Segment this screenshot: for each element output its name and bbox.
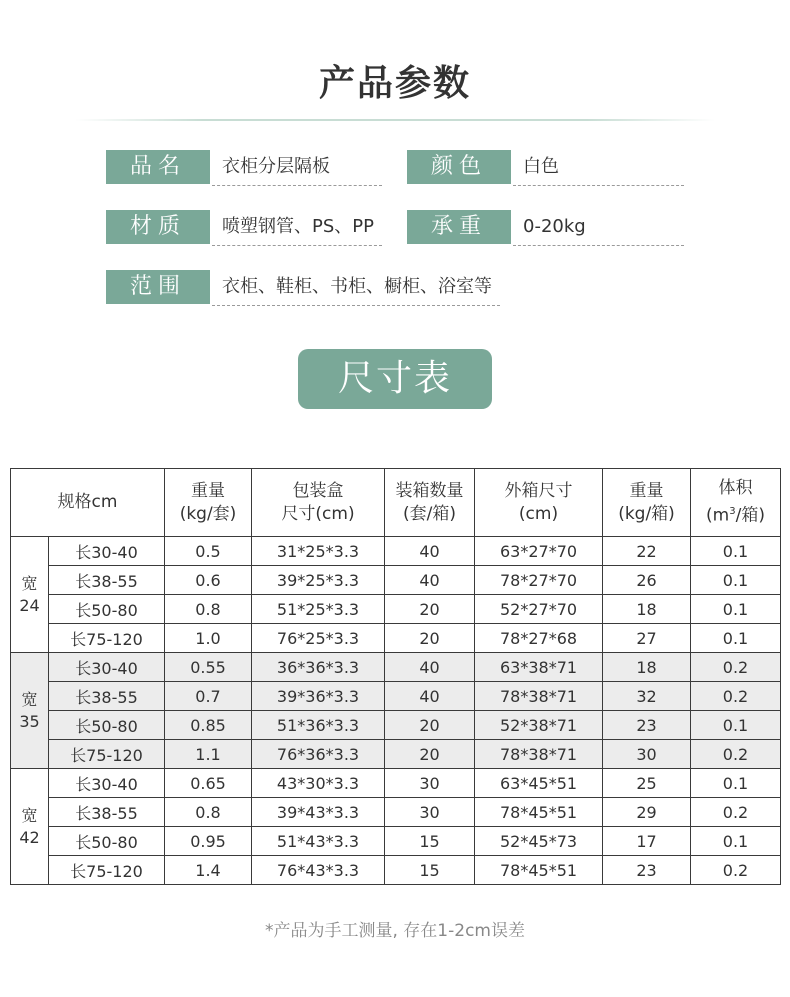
cell-length: 长38-55 xyxy=(49,682,165,711)
cell-length: 长50-80 xyxy=(49,595,165,624)
cell-weight: 0.5 xyxy=(165,537,252,566)
dotted-underline xyxy=(212,305,500,306)
cell-quantity: 40 xyxy=(385,682,475,711)
header-cweight-line1: 重量 xyxy=(629,480,664,501)
cell-outer-size: 63*45*51 xyxy=(475,769,603,798)
table-row xyxy=(11,566,781,595)
param-value: 衣柜、鞋柜、书柜、橱柜、浴室等 xyxy=(222,276,492,297)
cell-box-size: 39*25*3.3 xyxy=(252,566,385,595)
width-group-label-line2: 24 xyxy=(19,595,40,615)
cell-length: 长30-40 xyxy=(49,653,165,682)
table-row xyxy=(11,595,781,624)
header-box-line2: 尺寸(cm) xyxy=(281,503,355,524)
cell-length: 长75-120 xyxy=(49,856,165,885)
cell-length: 长38-55 xyxy=(49,566,165,595)
param-product-name xyxy=(106,150,382,184)
table-row xyxy=(11,769,781,798)
header-carton-weight xyxy=(603,469,691,537)
table-row xyxy=(11,856,781,885)
cell-volume: 0.1 xyxy=(691,566,781,595)
cell-length: 长30-40 xyxy=(49,537,165,566)
header-weight-line1: 重量 xyxy=(191,480,226,501)
cell-weight: 0.85 xyxy=(165,711,252,740)
header-quantity xyxy=(385,469,475,537)
cell-weight: 0.95 xyxy=(165,827,252,856)
cell-weight: 0.7 xyxy=(165,682,252,711)
cell-box-size: 31*25*3.3 xyxy=(252,537,385,566)
cell-outer-size: 78*27*70 xyxy=(475,566,603,595)
cell-box-size: 39*36*3.3 xyxy=(252,682,385,711)
cell-weight: 1.0 xyxy=(165,624,252,653)
cell-length: 长30-40 xyxy=(49,769,165,798)
cell-quantity: 20 xyxy=(385,711,475,740)
width-group-label xyxy=(11,537,49,653)
param-value: 衣柜分层隔板 xyxy=(222,156,330,177)
cell-carton-weight: 17 xyxy=(603,827,691,856)
header-vol-line2b: /箱) xyxy=(735,505,765,526)
dotted-underline xyxy=(513,245,684,246)
cell-volume: 0.1 xyxy=(691,769,781,798)
cell-volume: 0.1 xyxy=(691,827,781,856)
cell-length: 长38-55 xyxy=(49,798,165,827)
cell-quantity: 20 xyxy=(385,595,475,624)
param-label: 承重 xyxy=(407,210,511,244)
cell-volume: 0.2 xyxy=(691,653,781,682)
width-group-label-line1: 宽 xyxy=(21,805,38,825)
cell-outer-size: 78*45*51 xyxy=(475,856,603,885)
table-header-row xyxy=(11,469,781,537)
cell-carton-weight: 18 xyxy=(603,595,691,624)
header-volume xyxy=(691,469,781,537)
dotted-underline xyxy=(513,185,684,186)
param-value: 喷塑钢管、PS、PP xyxy=(222,216,374,237)
cell-length: 长50-80 xyxy=(49,711,165,740)
width-group-label xyxy=(11,653,49,769)
cell-box-size: 39*43*3.3 xyxy=(252,798,385,827)
header-box-line1: 包装盒 xyxy=(292,480,344,501)
table-row xyxy=(11,711,781,740)
header-weight xyxy=(165,469,252,537)
cell-quantity: 30 xyxy=(385,798,475,827)
header-vol-line2a: (m xyxy=(706,505,730,526)
table-row xyxy=(11,537,781,566)
cell-carton-weight: 22 xyxy=(603,537,691,566)
header-weight-line2: (kg/套) xyxy=(179,503,237,524)
cell-length: 长75-120 xyxy=(49,740,165,769)
cell-outer-size: 78*27*68 xyxy=(475,624,603,653)
size-chart-badge: 尺寸表 xyxy=(298,349,492,409)
width-group-label xyxy=(11,769,49,885)
cell-weight: 0.8 xyxy=(165,595,252,624)
cell-box-size: 43*30*3.3 xyxy=(252,769,385,798)
measurement-note: *产品为手工测量, 存在1-2cm误差 xyxy=(265,921,525,941)
param-label: 品名 xyxy=(106,150,210,184)
cell-outer-size: 78*38*71 xyxy=(475,740,603,769)
width-group-label-line2: 35 xyxy=(19,711,40,731)
size-table xyxy=(10,468,781,885)
cell-box-size: 76*25*3.3 xyxy=(252,624,385,653)
header-qty-line1: 装箱数量 xyxy=(395,480,464,501)
table-row xyxy=(11,827,781,856)
param-label: 材质 xyxy=(106,210,210,244)
cell-box-size: 76*36*3.3 xyxy=(252,740,385,769)
header-spec: 规格cm xyxy=(11,469,165,537)
cell-carton-weight: 23 xyxy=(603,711,691,740)
cell-weight: 0.6 xyxy=(165,566,252,595)
cell-quantity: 40 xyxy=(385,566,475,595)
header-box-size xyxy=(252,469,385,537)
cell-length: 长75-120 xyxy=(49,624,165,653)
cell-box-size: 51*43*3.3 xyxy=(252,827,385,856)
cell-volume: 0.1 xyxy=(691,595,781,624)
cell-weight: 0.65 xyxy=(165,769,252,798)
header-cweight-line2: (kg/箱) xyxy=(618,503,675,524)
table-row xyxy=(11,653,781,682)
param-label: 范围 xyxy=(106,270,210,304)
cell-volume: 0.2 xyxy=(691,798,781,827)
param-material xyxy=(106,210,382,244)
cell-box-size: 36*36*3.3 xyxy=(252,653,385,682)
page-title: 产品参数 xyxy=(318,63,471,104)
cell-outer-size: 52*27*70 xyxy=(475,595,603,624)
cell-volume: 0.2 xyxy=(691,856,781,885)
cell-quantity: 15 xyxy=(385,856,475,885)
cell-volume: 0.1 xyxy=(691,537,781,566)
cell-carton-weight: 27 xyxy=(603,624,691,653)
cell-outer-size: 78*38*71 xyxy=(475,682,603,711)
width-group-label-line1: 宽 xyxy=(21,573,38,593)
cell-quantity: 40 xyxy=(385,653,475,682)
cell-outer-size: 78*45*51 xyxy=(475,798,603,827)
header-outer-line1: 外箱尺寸 xyxy=(504,480,573,501)
header-vol-sup: 3 xyxy=(729,506,736,518)
width-group-label-line1: 宽 xyxy=(21,689,38,709)
cell-carton-weight: 25 xyxy=(603,769,691,798)
cell-length: 长50-80 xyxy=(49,827,165,856)
cell-outer-size: 52*45*73 xyxy=(475,827,603,856)
cell-weight: 1.1 xyxy=(165,740,252,769)
cell-quantity: 20 xyxy=(385,740,475,769)
cell-quantity: 15 xyxy=(385,827,475,856)
dotted-underline xyxy=(212,185,382,186)
cell-carton-weight: 26 xyxy=(603,566,691,595)
cell-weight: 1.4 xyxy=(165,856,252,885)
header-outer-line2: (cm) xyxy=(518,503,559,524)
table-row xyxy=(11,740,781,769)
cell-volume: 0.1 xyxy=(691,624,781,653)
table-row xyxy=(11,798,781,827)
table-row xyxy=(11,624,781,653)
cell-outer-size: 63*27*70 xyxy=(475,537,603,566)
header-vol-line1: 体积 xyxy=(718,478,753,499)
param-scope xyxy=(106,270,500,304)
dotted-underline xyxy=(212,245,382,246)
cell-quantity: 30 xyxy=(385,769,475,798)
header-qty-line2: (套/箱) xyxy=(403,503,457,524)
cell-carton-weight: 18 xyxy=(603,653,691,682)
title-divider xyxy=(75,119,715,121)
cell-weight: 0.55 xyxy=(165,653,252,682)
cell-carton-weight: 30 xyxy=(603,740,691,769)
cell-carton-weight: 29 xyxy=(603,798,691,827)
cell-carton-weight: 32 xyxy=(603,682,691,711)
param-label: 颜色 xyxy=(407,150,511,184)
cell-volume: 0.1 xyxy=(691,711,781,740)
cell-quantity: 20 xyxy=(385,624,475,653)
param-value: 白色 xyxy=(523,156,559,177)
table-row xyxy=(11,682,781,711)
cell-box-size: 51*25*3.3 xyxy=(252,595,385,624)
cell-outer-size: 63*38*71 xyxy=(475,653,603,682)
cell-quantity: 40 xyxy=(385,537,475,566)
param-value: 0-20kg xyxy=(523,216,586,237)
param-color xyxy=(407,150,684,184)
param-load xyxy=(407,210,684,244)
cell-box-size: 76*43*3.3 xyxy=(252,856,385,885)
cell-outer-size: 52*38*71 xyxy=(475,711,603,740)
cell-box-size: 51*36*3.3 xyxy=(252,711,385,740)
cell-carton-weight: 23 xyxy=(603,856,691,885)
width-group-label-line2: 42 xyxy=(19,827,40,847)
cell-weight: 0.8 xyxy=(165,798,252,827)
cell-volume: 0.2 xyxy=(691,682,781,711)
cell-volume: 0.2 xyxy=(691,740,781,769)
header-outer-size xyxy=(475,469,603,537)
